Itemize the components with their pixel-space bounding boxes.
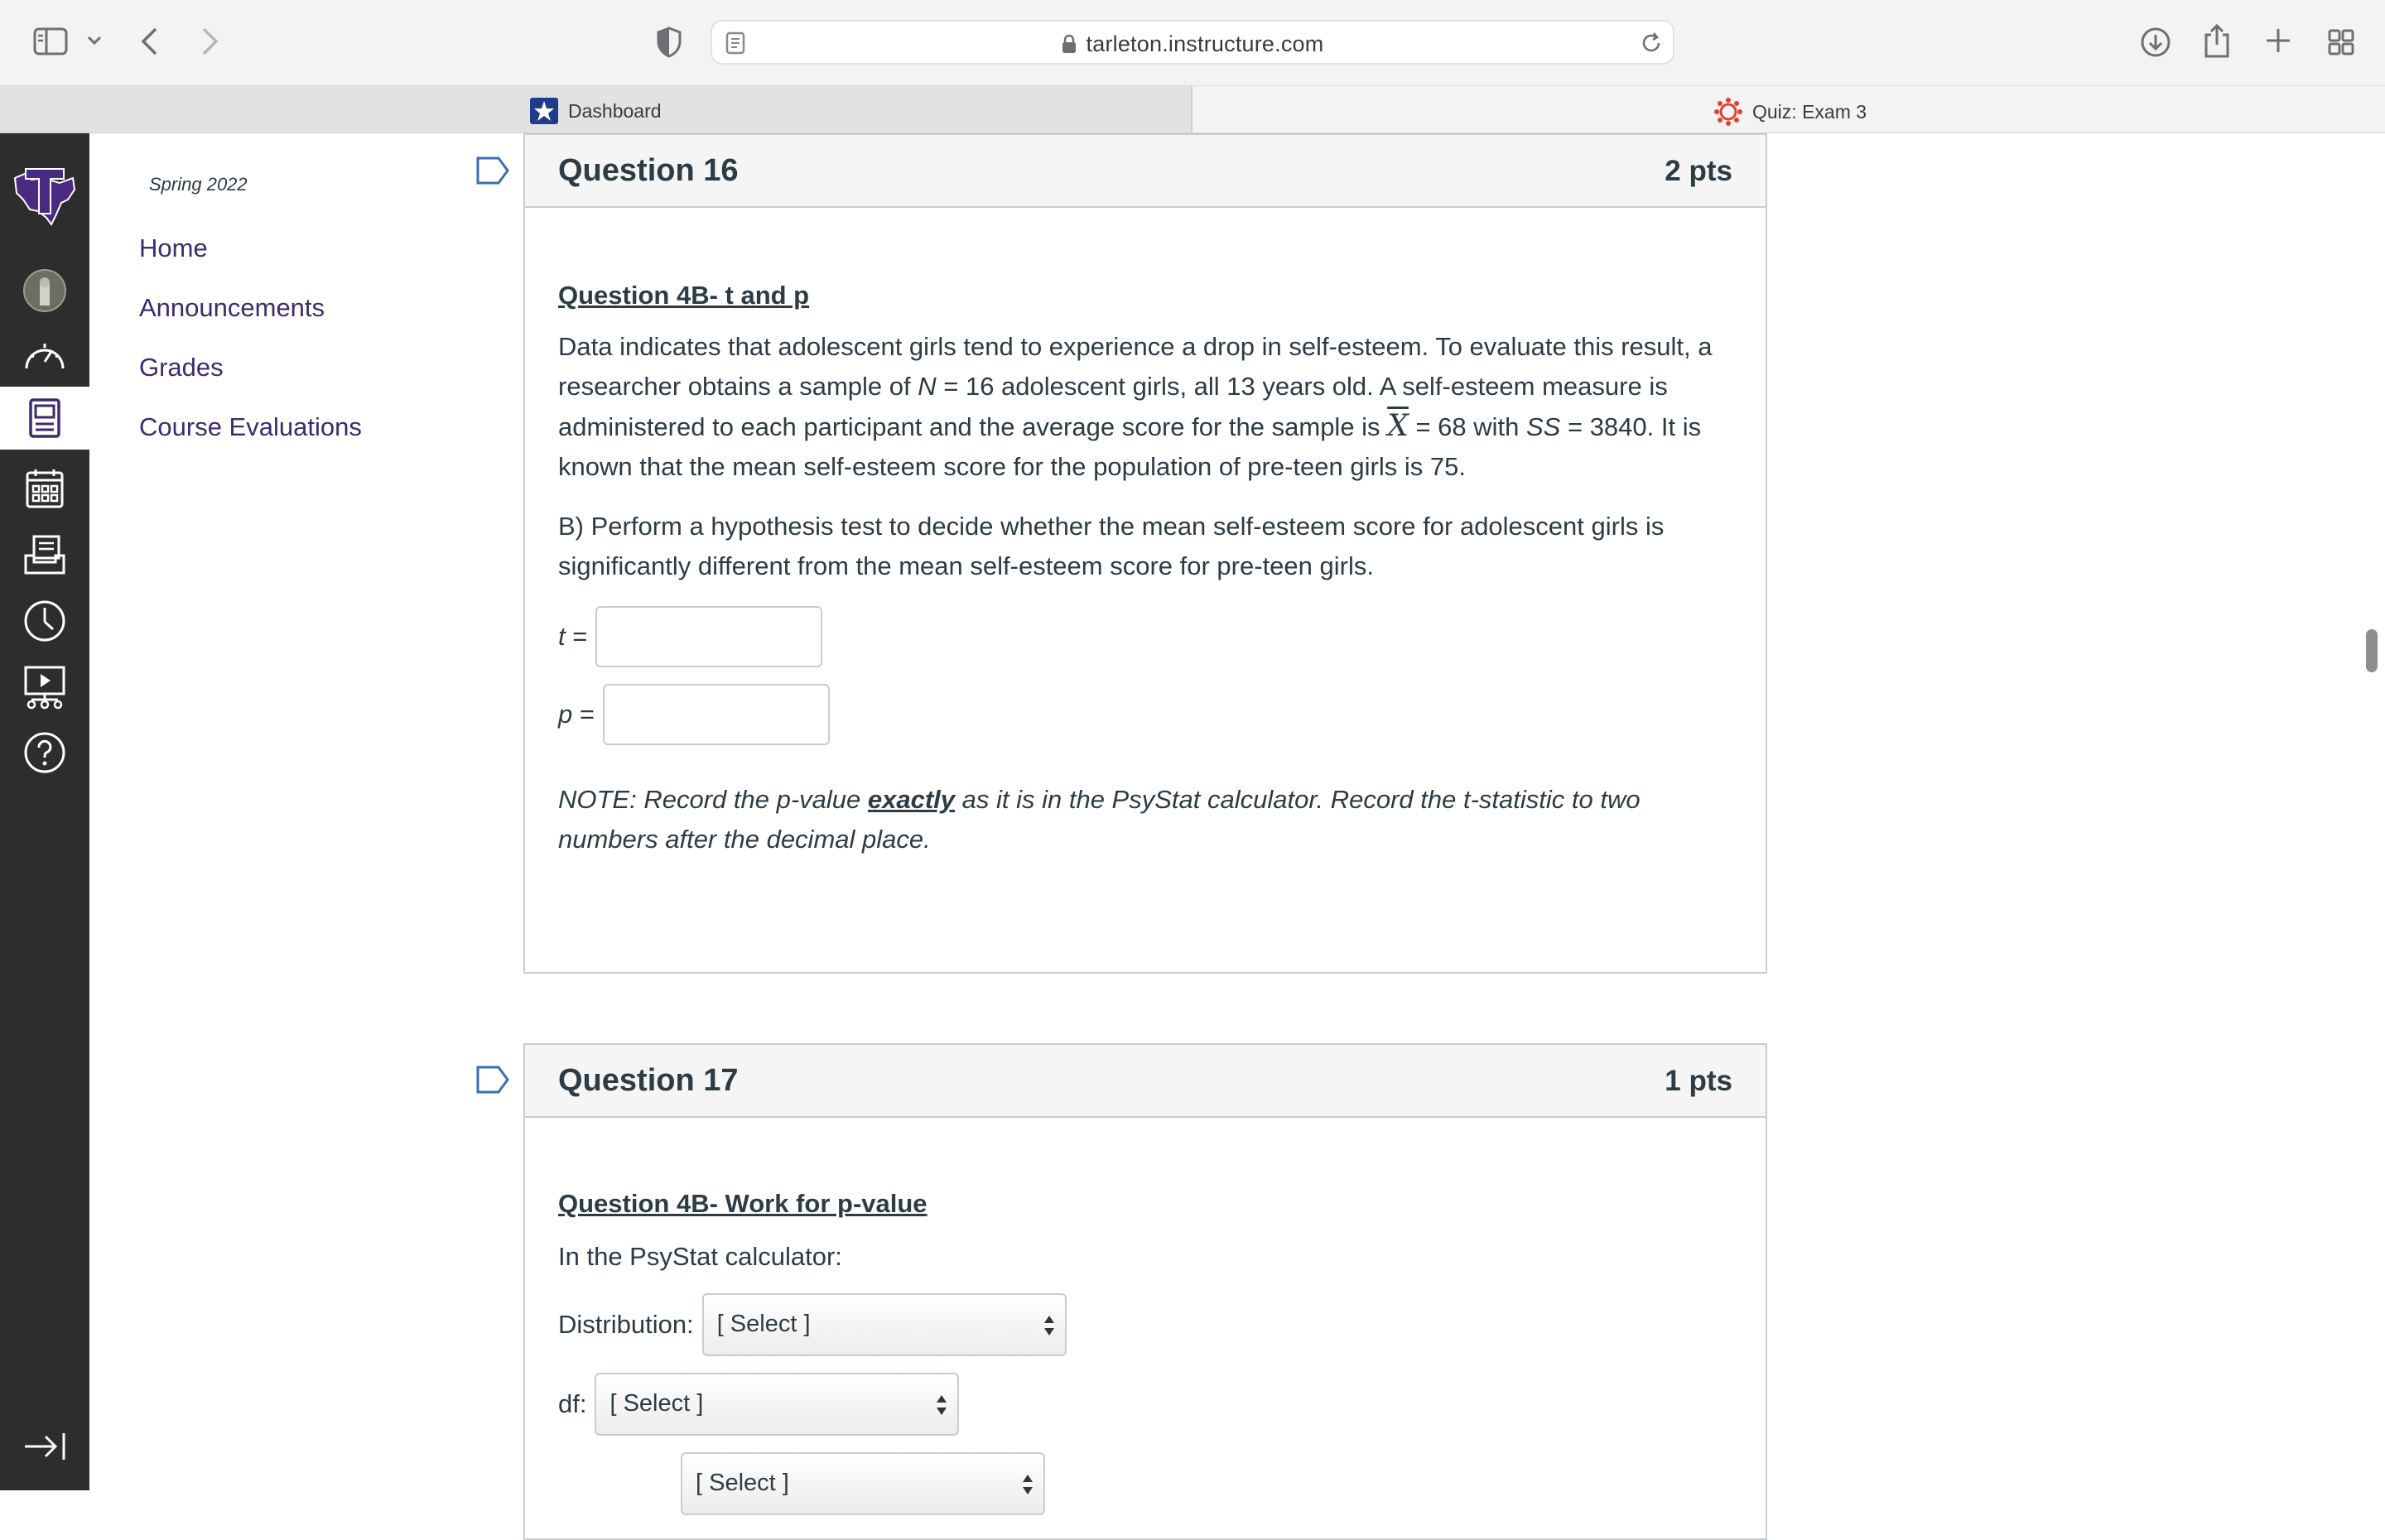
question-title: Question 16 [558, 153, 739, 188]
df-label: df: [558, 1389, 587, 1418]
select-value: [ Select ] [610, 1390, 704, 1417]
tarleton-logo[interactable] [0, 161, 89, 229]
note-emphasis: exactly [867, 785, 956, 814]
dashboard-favicon-icon [530, 98, 558, 124]
third-select[interactable] [681, 1452, 1045, 1515]
question-subtitle: Question 4B- t and p [558, 281, 810, 310]
question-subtitle: Question 4B- Work for p-value [558, 1189, 928, 1218]
question-intro: In the PsyStat calculator: [558, 1242, 842, 1271]
global-navigation [0, 133, 89, 1490]
commons-icon[interactable] [0, 665, 89, 710]
help-icon[interactable] [0, 731, 89, 774]
course-nav-grades[interactable]: Grades [139, 353, 224, 382]
stem-text: Data indicates that adolescent girls tend to experience a drop in self-esteem. To evaluate this result, a researcher obtains a sample of [558, 332, 1713, 401]
question-body [525, 208, 1766, 859]
distribution-select[interactable] [702, 1293, 1067, 1356]
select-value: [ Select ] [696, 1470, 789, 1496]
lock-icon [1062, 34, 1077, 54]
account-avatar[interactable] [0, 269, 89, 312]
flag-question-icon[interactable] [475, 156, 510, 185]
distribution-label: Distribution: [558, 1310, 694, 1339]
tab-quiz[interactable] [1192, 86, 2385, 132]
select-arrows-icon [1022, 1472, 1034, 1497]
question-17 [523, 1043, 1767, 1540]
answer-var: t [558, 622, 566, 651]
privacy-shield-icon[interactable] [656, 26, 682, 58]
question-note [558, 780, 1732, 859]
tab-quiz-label: Quiz: Exam 3 [1752, 100, 1867, 123]
question-points: 1 pts [1665, 1065, 1732, 1097]
select-arrows-icon [936, 1393, 947, 1417]
p-value-input[interactable] [603, 684, 830, 745]
url-display[interactable] [712, 31, 1673, 57]
distribution-row [558, 1293, 1732, 1356]
question-part-b: B) Perform a hypothesis test to decide whether the mean self-esteem score for adolescent girls is significantly different from the mean self-esteem score for pre-teen girls. [558, 512, 1665, 580]
stem-text: = 16 adolescent girls, all 13 years old. A self-esteem measure is administered to each participant and the average score for the sample is [558, 372, 1668, 441]
tab-overview-icon[interactable] [2327, 28, 2355, 56]
answer-row-t [558, 606, 1732, 667]
inbox-icon[interactable] [0, 534, 89, 575]
answer-label-p [558, 700, 595, 729]
third-row [558, 1452, 1732, 1515]
t-value-input[interactable] [595, 606, 822, 667]
stem-var-n: N [918, 372, 937, 401]
history-icon[interactable] [0, 599, 89, 642]
downloads-icon[interactable] [2140, 26, 2171, 58]
course-nav-announcements[interactable]: Announcements [139, 293, 325, 322]
share-icon[interactable] [2203, 23, 2231, 58]
forward-icon[interactable] [199, 26, 220, 56]
canvas-favicon-icon [1714, 98, 1742, 126]
chevron-down-icon[interactable] [86, 35, 103, 46]
question-title: Question 17 [558, 1063, 739, 1098]
browser-toolbar [0, 0, 2385, 86]
answer-label-t [558, 622, 587, 652]
stem-var-xbar: $\overline{X}$ [1387, 409, 1409, 443]
course-nav-home[interactable]: Home [139, 233, 208, 262]
tab-bar [0, 86, 2385, 133]
flag-question-icon[interactable] [475, 1065, 510, 1095]
page-scrollbar[interactable] [2366, 629, 2378, 672]
question-header [525, 1045, 1766, 1118]
calendar-icon[interactable] [0, 468, 89, 509]
sidebar-toggle-icon[interactable] [33, 26, 68, 56]
answer-eq: = [565, 622, 588, 651]
new-tab-icon[interactable] [2264, 26, 2292, 55]
select-arrows-icon [1043, 1313, 1055, 1338]
answer-row-p [558, 684, 1732, 745]
question-header [525, 135, 1766, 208]
collapse-nav-icon[interactable] [0, 1432, 89, 1461]
dashboard-icon[interactable] [0, 337, 89, 373]
course-term: Spring 2022 [149, 174, 248, 195]
tab-dashboard[interactable] [0, 86, 1192, 132]
address-bar[interactable] [711, 20, 1674, 65]
answer-eq: = [572, 700, 595, 729]
stem-text: = 68 with [1408, 412, 1526, 441]
question-16 [523, 133, 1767, 974]
stem-text: = 3840. It is known that the mean self-esteem score for the population of pre-teen girls is 75. [558, 412, 1702, 481]
question-points: 2 pts [1665, 155, 1732, 187]
stem-var-ss: SS [1526, 412, 1561, 441]
back-icon[interactable] [139, 26, 161, 56]
note-text: NOTE: Record the p-value [558, 785, 868, 814]
question-body [525, 1118, 1766, 1515]
df-row [558, 1373, 1732, 1436]
answer-var: p [558, 700, 573, 729]
course-nav-course-evaluations[interactable]: Course Evaluations [139, 412, 362, 441]
df-select[interactable] [595, 1373, 959, 1436]
url-text: tarleton.instructure.com [1086, 31, 1324, 56]
courses-icon[interactable] [0, 387, 89, 450]
select-value: [ Select ] [716, 1311, 811, 1337]
reload-icon[interactable] [1641, 31, 1663, 55]
note-text: as it is in the PsyStat calculator. Record the t-statistic to two numbers after the decimal place. [558, 785, 1641, 854]
question-stem [558, 327, 1732, 487]
tab-dashboard-label: Dashboard [568, 99, 662, 122]
